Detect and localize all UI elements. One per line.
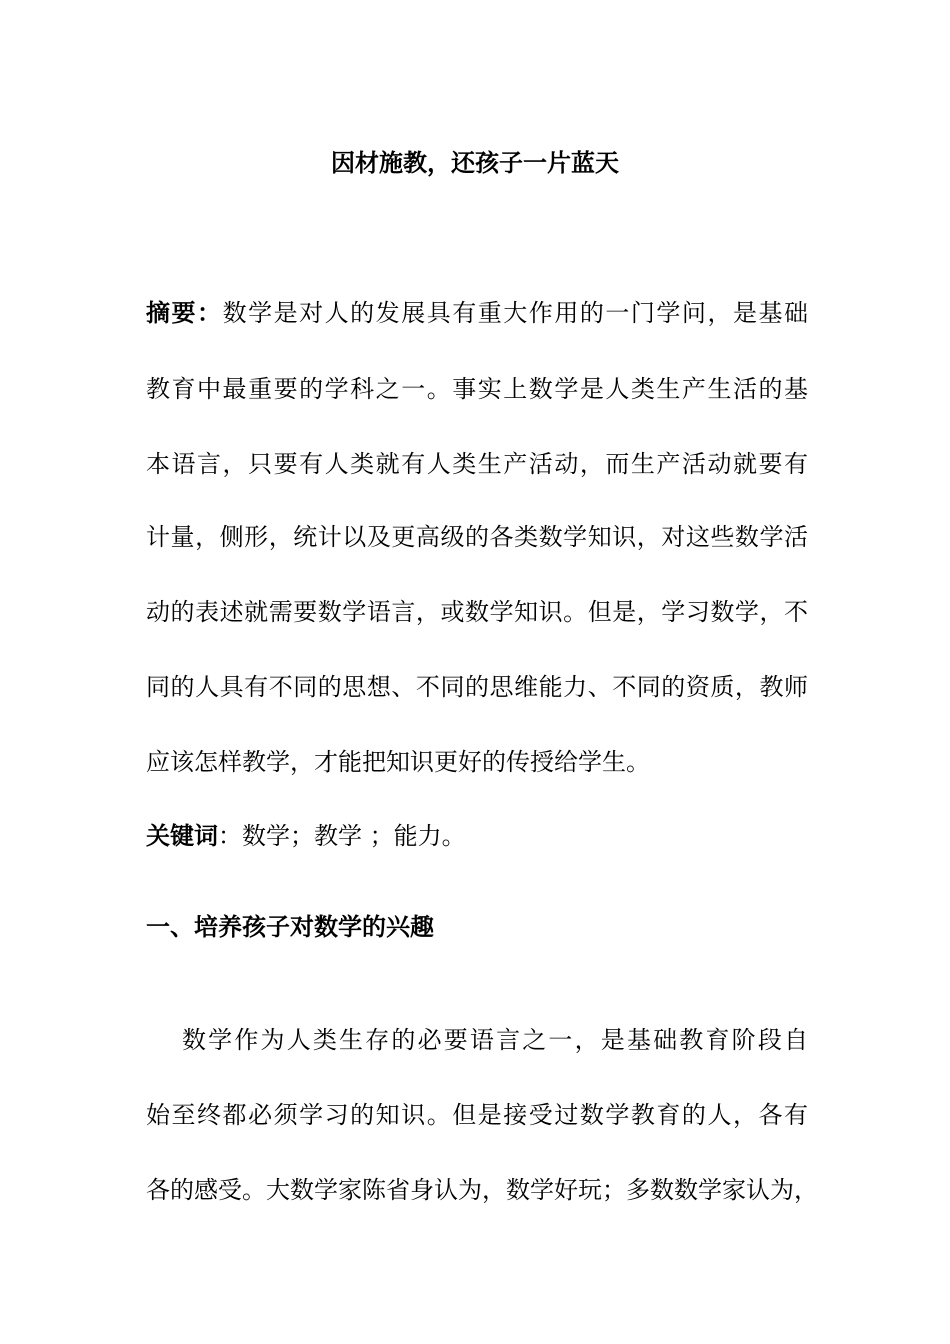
- document-title: 因材施教，还孩子一片蓝天: [331, 149, 619, 177]
- abstract-line: 应该怎样教学，才能把知识更好的传授给学生。: [146, 748, 650, 776]
- abstract-line: 动的表述就需要数学语言，或数学知识。但是，学习数学，不: [146, 598, 808, 626]
- abstract-line: [146, 296, 808, 330]
- keywords-line: [146, 819, 808, 853]
- abstract-line: 教育中最重要的学科之一。事实上数学是人类生产生活的基: [146, 375, 808, 403]
- abstract-line: 同的人具有不同的思想、不同的思维能力、不同的资质，教师: [146, 673, 808, 701]
- abstract-label: 摘要：: [146, 299, 223, 327]
- abstract-line: 本语言，只要有人类就有人类生产活动，而生产活动就要有: [146, 450, 808, 478]
- body-line: 数学作为人类生存的必要语言之一，是基础教育阶段自: [182, 1026, 808, 1054]
- abstract-text: 数学是对人的发展具有重大作用的一门学问，是基础: [222, 299, 809, 327]
- keywords-text: ：数学；教学 ；能力。: [218, 822, 466, 850]
- body-line: 始至终都必须学习的知识。但是接受过数学教育的人，各有: [146, 1101, 808, 1129]
- keywords-label: 关键词: [146, 822, 218, 850]
- body-line: 各的感受。大数学家陈省身认为，数学好玩；多数数学家认为，: [146, 1176, 818, 1204]
- abstract-line: 计量，侧形，统计以及更高级的各类数学知识，对这些数学活: [146, 523, 808, 551]
- section-heading: 一、培养孩子对数学的兴趣: [146, 913, 434, 941]
